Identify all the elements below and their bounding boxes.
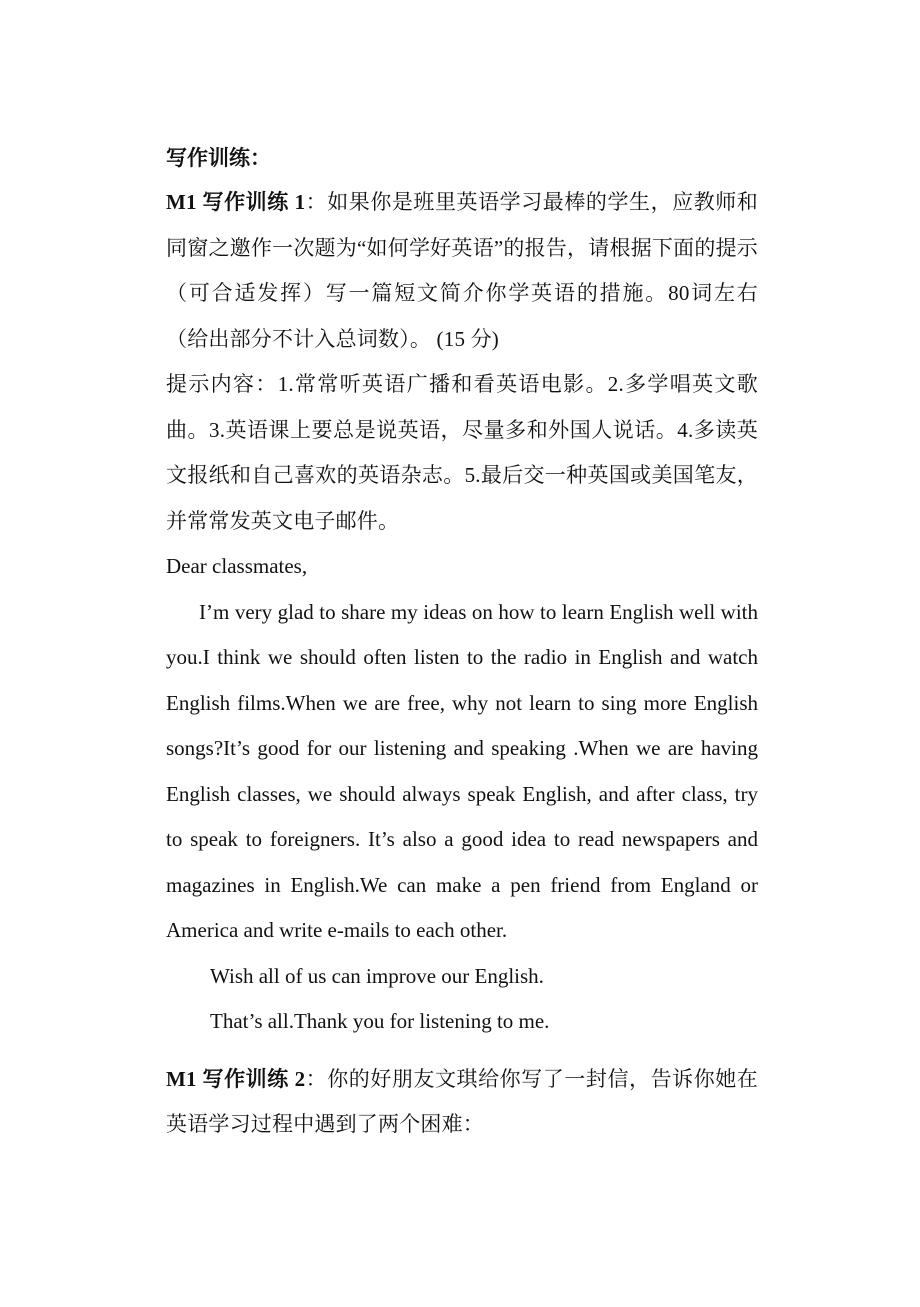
task1-prompt	[166, 180, 758, 362]
task2-label: M1 写作训练 2	[166, 1066, 306, 1091]
task1-hints: 提示内容：1.常常听英语广播和看英语电影。2.多学唱英文歌曲。3.英语课上要总是说英语，尽量多和外国人说话。4.多读英文报纸和自己喜欢的英语杂志。5.最后交一种英国或美国笔友，并常常发英文电子邮件。	[166, 372, 758, 533]
task1-prompt-text: 如果你是班里英语学习最棒的学生，应教师和同窗之邀作一次题为“如何学好英语”的报告，请根据下面的提示（可合适发挥）写一篇短文简介你学英语的措施。80词左右（给出部分不计入总词数）。 (15 分)	[166, 190, 759, 351]
task1-label: M1 写作训练 1	[166, 190, 306, 214]
task1-colon: ：	[305, 190, 328, 214]
letter-salutation: Dear classmates,	[166, 554, 308, 578]
letter-closing: That’s all.Thank you for listening to me.	[210, 1009, 550, 1033]
section-gap	[166, 1045, 758, 1057]
task2-colon: ：	[305, 1066, 328, 1091]
document-content	[166, 140, 758, 1148]
section-title: 写作训练：	[166, 146, 271, 170]
letter-body: I’m very glad to share my ideas on how to learn English well with you.I think we should often listen to the radio in English and watch English films.When we are free, why not learn to sing more English songs?It’s good for our listening and speaking .When we are having English classes, we should always speak English, and after class, try to speak to foreigners. It’s also a good idea to read newspapers and magazines in English.We can make a pen friend from England or America and write e-mails to each other.	[166, 599, 758, 942]
task2-prompt-text: 你的好朋友文琪给你写了一封信，告诉你她在英语学习过程中遇到了两个困难：	[166, 1066, 759, 1136]
letter-wish: Wish all of us can improve our English.	[210, 963, 544, 988]
task2-prompt	[166, 1057, 758, 1148]
